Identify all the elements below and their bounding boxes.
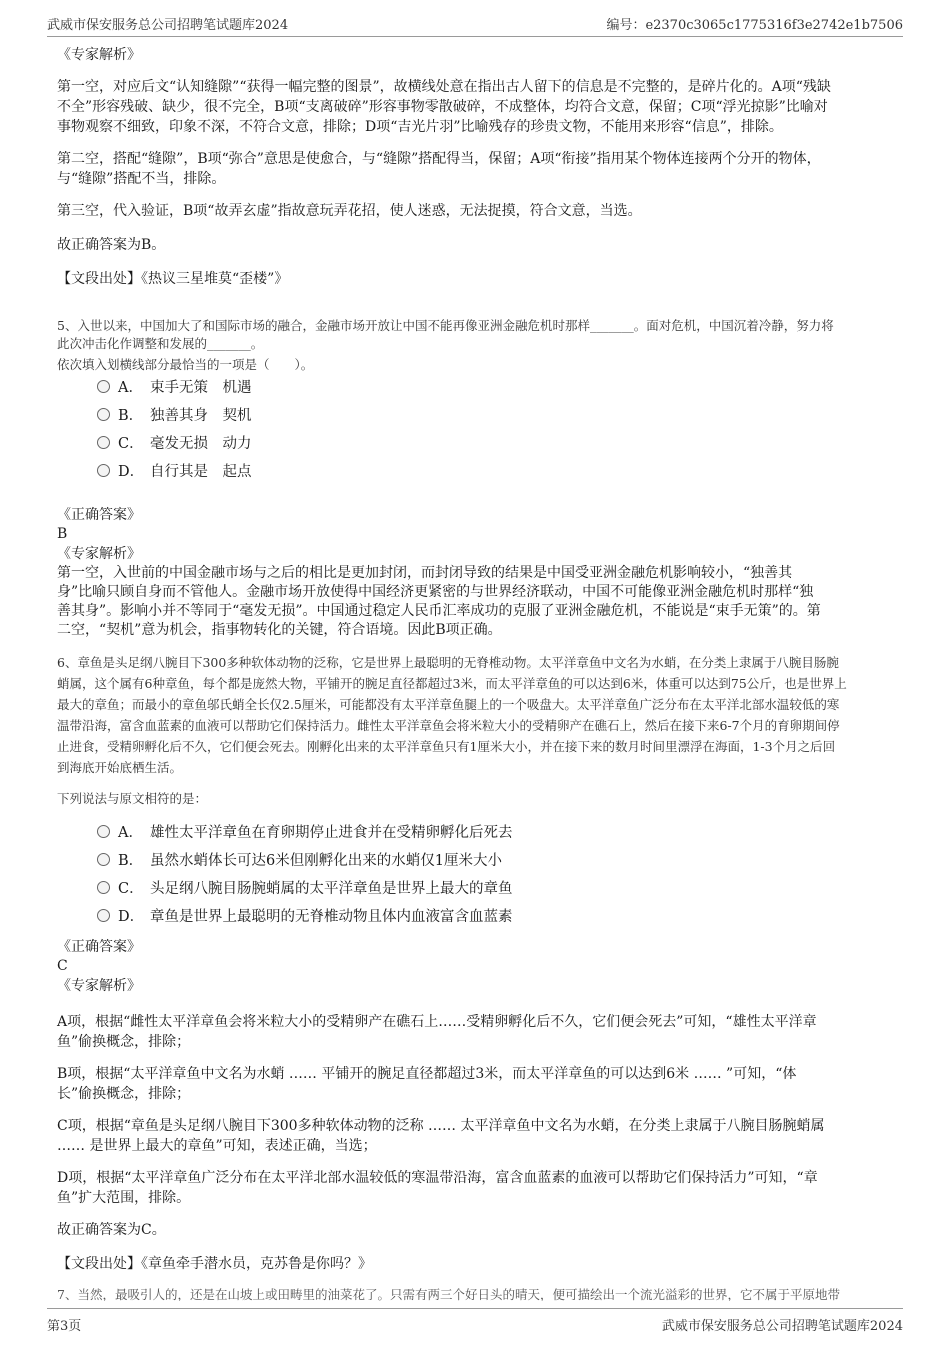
q4-analysis-line: 第二空，搭配“缝隙”，B项“弥合”意思是使愈合，与“缝隙”搭配得当，保留；A项“衔接”指用某个物体连接两个分开的物体， xyxy=(57,151,821,167)
q5-analysis-line: 第一空，入世前的中国金融市场与之后的相比是更加封闭，而封闭导致的结果是中国受亚洲金融危机影响较小，“独善其 xyxy=(57,565,793,581)
q6-stem-line: 温带沿海，富含血蓝素的血液可以帮助它们保持活力。雌性太平洋章鱼会将米粒大小的受精卵产在礁石上，然后在接下来6-7个月的育卵期间停 xyxy=(57,718,840,733)
q6-analysis-d: D项，根据“太平洋章鱼广泛分布在太平洋北部水温较低的寒温带沿海，富含血蓝素的血液可以帮助它们保持活力”可知，“章 xyxy=(57,1170,818,1186)
q6-analysis-c: C项，根据“章鱼是头足纲八腕目下300多种软体动物的泛称 …… 太平洋章鱼中文名为水蛸，在分类上隶属于八腕目肠腕蛸属 xyxy=(57,1118,825,1134)
q4-analysis-line: 与“缝隙”搭配不当，排除。 xyxy=(57,171,226,187)
q5-answer: B xyxy=(57,526,68,542)
q6-stem-line: 最大的章鱼；而最小的章鱼邬氏蛸全长仅2.5厘米，可能都没有太平洋章鱼腿上的一个吸盘大。太平洋章鱼广泛分布在太平洋北部水温较低的寒 xyxy=(57,697,840,712)
q6-prompt: 下列说法与原文相符的是： xyxy=(57,791,208,806)
q5-option-b[interactable]: B． 独善其身 契机 xyxy=(97,406,252,426)
q4-analysis-line: 事物观察不细致，印象不深，不符合文意，排除；D项“吉光片羽”比喻残存的珍贵文物，不能用来形容“信息”，排除。 xyxy=(57,119,783,135)
q6-source: 【文段出处】《章鱼牵手潜水员，克苏鲁是你吗？》 xyxy=(57,1256,372,1272)
q6-option-b[interactable]: B． 虽然水蛸体长可达6米但刚孵化出来的水蛸仅1厘米大小 xyxy=(97,851,502,871)
q4-analysis-line: 第三空，代入验证，B项“故弄玄虚”指故意玩弄花招，使人迷惑，无法捉摸，符合文意，当选。 xyxy=(57,203,642,219)
document-id: 编号：e2370c3065c1775316f3e2742e1b7506 xyxy=(606,18,903,33)
q6-analysis-b: B项，根据“太平洋章鱼中文名为水蛸 …… 平铺开的腕足直径都超过3米，而太平洋章鱼的可以达到6米 …… ”可知，“体 xyxy=(57,1066,797,1082)
q6-stem-line: 到海底开始底栖生活。 xyxy=(57,760,183,775)
q4-analysis-line: 第一空，对应后文“认知缝隙”“获得一幅完整的图景”，故横线处意在指出古人留下的信息是不完整的，是碎片化的。A项“残缺 xyxy=(57,79,831,95)
q6-analysis-title: 《专家解析》 xyxy=(57,978,141,994)
radio-icon[interactable] xyxy=(97,436,110,449)
q6-answer-title: 《正确答案》 xyxy=(57,939,141,955)
page-number: 第3页 xyxy=(47,1319,82,1334)
q6-answer: C xyxy=(57,958,68,974)
q6-conclusion: 故正确答案为C。 xyxy=(57,1222,166,1238)
radio-icon[interactable] xyxy=(97,853,110,866)
page-footer xyxy=(47,1308,903,1337)
q5-option-d[interactable]: D． 自行其是 起点 xyxy=(97,462,252,482)
q5-stem-line: 5、入世以来，中国加大了和国际市场的融合，金融市场开放让中国不能再像亚洲金融危机时那样_______。面对危机，中国沉着冷静，努力将 xyxy=(57,318,834,333)
radio-icon[interactable] xyxy=(97,408,110,421)
q5-answer-title: 《正确答案》 xyxy=(57,507,141,523)
q6-stem-line: 蛸属，这个属有6种章鱼，每个都是庞然大物，平铺开的腕足直径都超过3米，而太平洋章鱼的可以达到6米，体重可以达到75公斤，也是世界上 xyxy=(57,676,847,691)
radio-icon[interactable] xyxy=(97,909,110,922)
q7-partial-line: 7、当然，最吸引人的，还是在山坡上或田畴里的油菜花了。只需有两三个好日头的晴天，便可描绘出一个流光溢彩的世界，它不属于平原地带 xyxy=(57,1287,840,1301)
q6-option-a[interactable]: A． 雄性太平洋章鱼在育卵期停止进食并在受精卵孵化后死去 xyxy=(97,823,513,843)
header-title: 武威市保安服务总公司招聘笔试题库2024 xyxy=(47,18,289,33)
q6-stem-line: 6、章鱼是头足纲八腕目下300多种软体动物的泛称，它是世界上最聪明的无脊椎动物。太平洋章鱼中文名为水蛸，在分类上隶属于八腕目肠腕 xyxy=(57,655,839,670)
q5-stem-line: 此次冲击化作调整和发展的_______。 xyxy=(57,336,264,351)
q6-option-c[interactable]: C． 头足纲八腕目肠腕蛸属的太平洋章鱼是世界上最大的章鱼 xyxy=(97,879,513,899)
q5-analysis-title: 《专家解析》 xyxy=(57,546,141,562)
q6-option-d[interactable]: D． 章鱼是世界上最聪明的无脊椎动物且体内血液富含血蓝素 xyxy=(97,907,513,927)
footer-title: 武威市保安服务总公司招聘笔试题库2024 xyxy=(661,1319,903,1334)
q4-conclusion: 故正确答案为B。 xyxy=(57,237,166,253)
q5-prompt: 依次填入划横线部分最恰当的一项是（ ）。 xyxy=(57,357,314,372)
q5-option-c[interactable]: C． 毫发无损 动力 xyxy=(97,434,252,454)
q4-analysis-title: 《专家解析》 xyxy=(57,47,141,63)
page-header xyxy=(47,10,903,37)
radio-icon[interactable] xyxy=(97,464,110,477)
q5-analysis-line: 身”比喻只顾自身而不管他人。金融市场开放使得中国经济更紧密的与世界经济联动，中国不可能像亚洲金融危机时那样“独 xyxy=(57,584,814,600)
radio-icon[interactable] xyxy=(97,380,110,393)
q4-source: 【文段出处】《热议三星堆莫“歪楼”》 xyxy=(57,271,289,287)
q4-analysis-line: 不全”形容残破、缺少，很不完全，B项“支离破碎”形容事物零散破碎，不成整体，均符合文意，保留；C项“浮光掠影”比喻对 xyxy=(57,99,828,115)
radio-icon[interactable] xyxy=(97,881,110,894)
q6-analysis-b: 长”偷换概念，排除； xyxy=(57,1086,191,1102)
q6-stem-line: 止进食，受精卵孵化后不久，它们便会死去。刚孵化出来的太平洋章鱼只有1厘米大小，并在接下来的数月时间里漂浮在海面，1-3个月之后回 xyxy=(57,739,836,754)
q5-analysis-line: 二空，“契机”意为机会，指事物转化的关键，符合语境。因此B项正确。 xyxy=(57,622,502,638)
q6-analysis-a: A项，根据“雌性太平洋章鱼会将米粒大小的受精卵产在礁石上……受精卵孵化后不久，它们便会死去”可知，“雄性太平洋章 xyxy=(57,1014,817,1030)
q6-analysis-d: 鱼”扩大范围，排除。 xyxy=(57,1190,191,1206)
q5-option-a[interactable]: A． 束手无策 机遇 xyxy=(97,378,252,398)
radio-icon[interactable] xyxy=(97,825,110,838)
q6-analysis-a: 鱼”偷换概念，排除； xyxy=(57,1034,191,1050)
q6-analysis-c: …… 是世界上最大的章鱼”可知，表述正确，当选； xyxy=(57,1138,377,1154)
q5-analysis-line: 善其身”。影响小并不等同于“毫发无损”。中国通过稳定人民币汇率成功的克服了亚洲金融危机，不能说是“束手无策”的。第 xyxy=(57,603,821,619)
